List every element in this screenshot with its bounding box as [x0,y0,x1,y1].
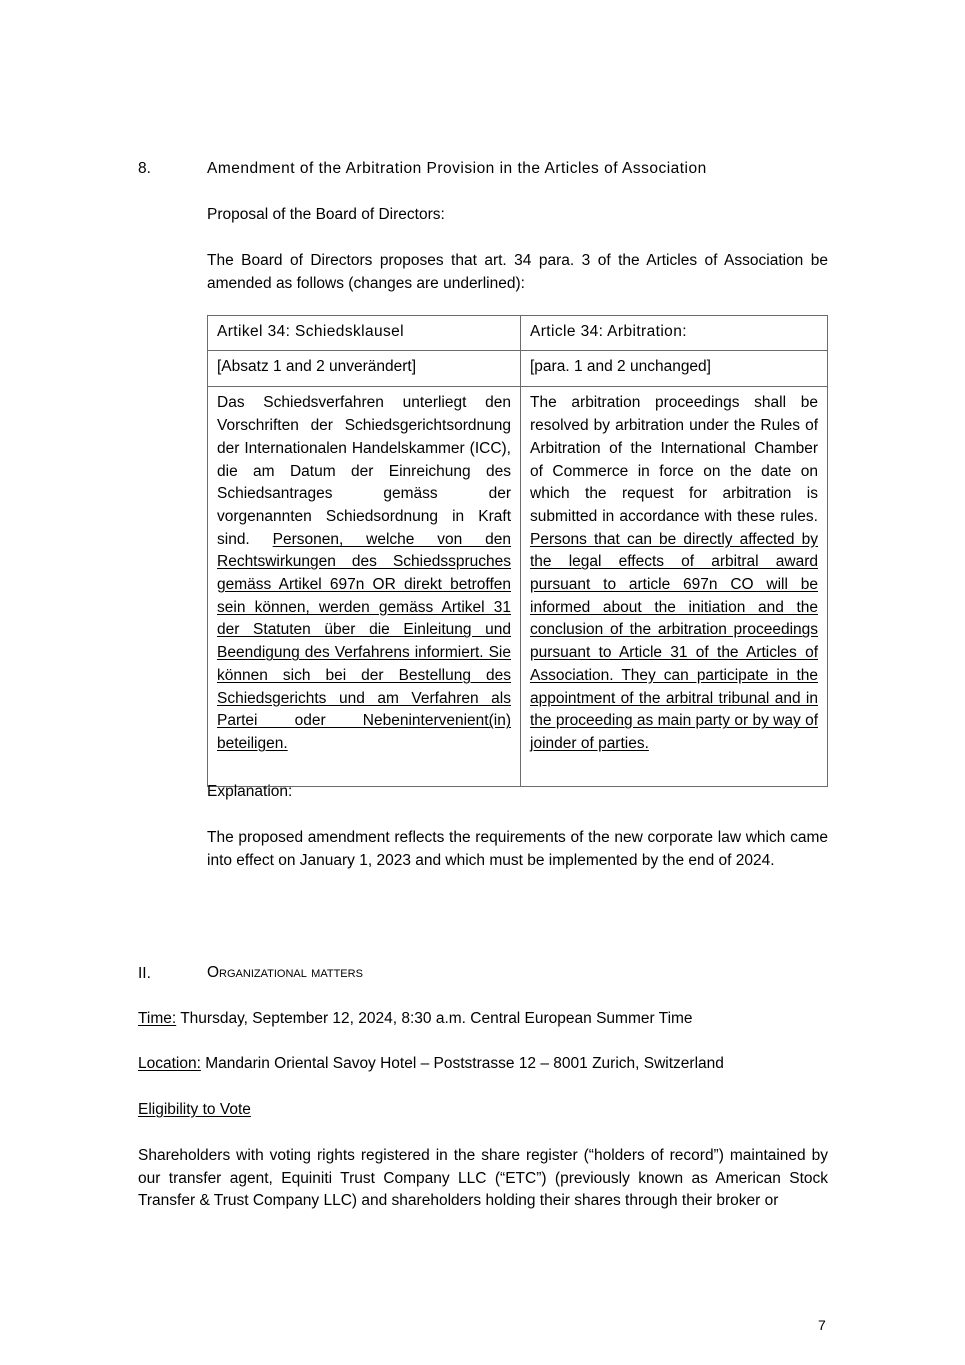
clause-english-plain: The arbitration proceedings shall be resolved by arbitration under the Rules of Arbitration of the International Chamber of Commerce in force on the date on which the request for arbitration is submitted in accordance with these rules. [530,394,818,525]
clause-english-amendment: Persons that can be directly affected by the legal effects of arbitral award pursuant to article 697n CO will be informed about the initiation and the conclusion of the arbitration proceedings pursuant to Article 31 of the Articles of Association. They can participate in the appointment of the arbitral tribunal and in the proceeding as main party or by way of joinder of parties. [530,530,818,752]
articles-table [207,315,828,787]
time-label: Time: [138,1010,177,1027]
section-title: Amendment of the Arbitration Provision in the Articles of Association [207,160,707,177]
unchanged-english: [para. 1 and 2 unchanged] [521,350,828,387]
clause-german-plain: Das Schiedsverfahren unterliegt den Vorschriften der Schiedsgerichtsordnung der Internationalen Handelskammer (ICC), die am Datum der Einreichung des Schiedsantrages gemäss der vorgenannten Schiedsordnung in Kraft sind. [217,394,511,548]
table-row [208,350,828,387]
proposal-label: Proposal of the Board of Directors: [207,206,445,223]
eligibility-text: Shareholders with voting rights registered in the share register (“holders of record”) maintained by our transfer agent, Equiniti Trust Company LLC (“ETC”) (previously known as American Stock Transfer & Trust Company LLC) and shareholders holding their shares through their broker or [138,1147,828,1210]
eligibility-heading: Eligibility to Vote [138,1101,251,1118]
meeting-location [138,1055,724,1073]
section-title: Organizational matters [207,964,363,981]
time-value: Thursday, September 12, 2024, 8:30 a.m. Central European Summer Time [176,1010,693,1027]
location-label: Location: [138,1055,201,1072]
page-number: 7 [818,1317,826,1333]
location-value: Mandarin Oriental Savoy Hotel – Poststrasse 12 – 8001 Zurich, Switzerland [200,1055,724,1072]
table-row [208,387,828,786]
meeting-time [138,1010,693,1028]
header-german: Artikel 34: Schiedsklausel [208,316,521,351]
clause-german-amendment: Personen, welche von den Rechtswirkungen des Schiedsspruches gemäss Artikel 697n OR direkt betroffen sein können, werden gemäss Artikel 31 der Statuten über die Einleitung und Beendigung des Verfahrens informiert. Sie können sich bei der Bestellung des Schiedsgerichts und am Verfahren als Partei oder Nebenintervenient(in) beteiligen. [217,530,511,752]
explanation-label: Explanation: [207,783,293,800]
clause-german [208,387,521,786]
section-number: II. [138,965,151,982]
proposal-text: The Board of Directors proposes that art. 34 para. 3 of the Articles of Association be amended as follows (changes are underlined): [207,252,828,292]
unchanged-german: [Absatz 1 and 2 unverändert] [208,350,521,387]
section-number: 8. [138,160,151,177]
header-english: Article 34: Arbitration: [521,316,828,351]
clause-english [521,387,828,786]
table-header-row [208,316,828,351]
explanation-text: The proposed amendment reflects the requirements of the new corporate law which came into effect on January 1, 2023 and which must be implemented by the end of 2024. [207,829,828,869]
